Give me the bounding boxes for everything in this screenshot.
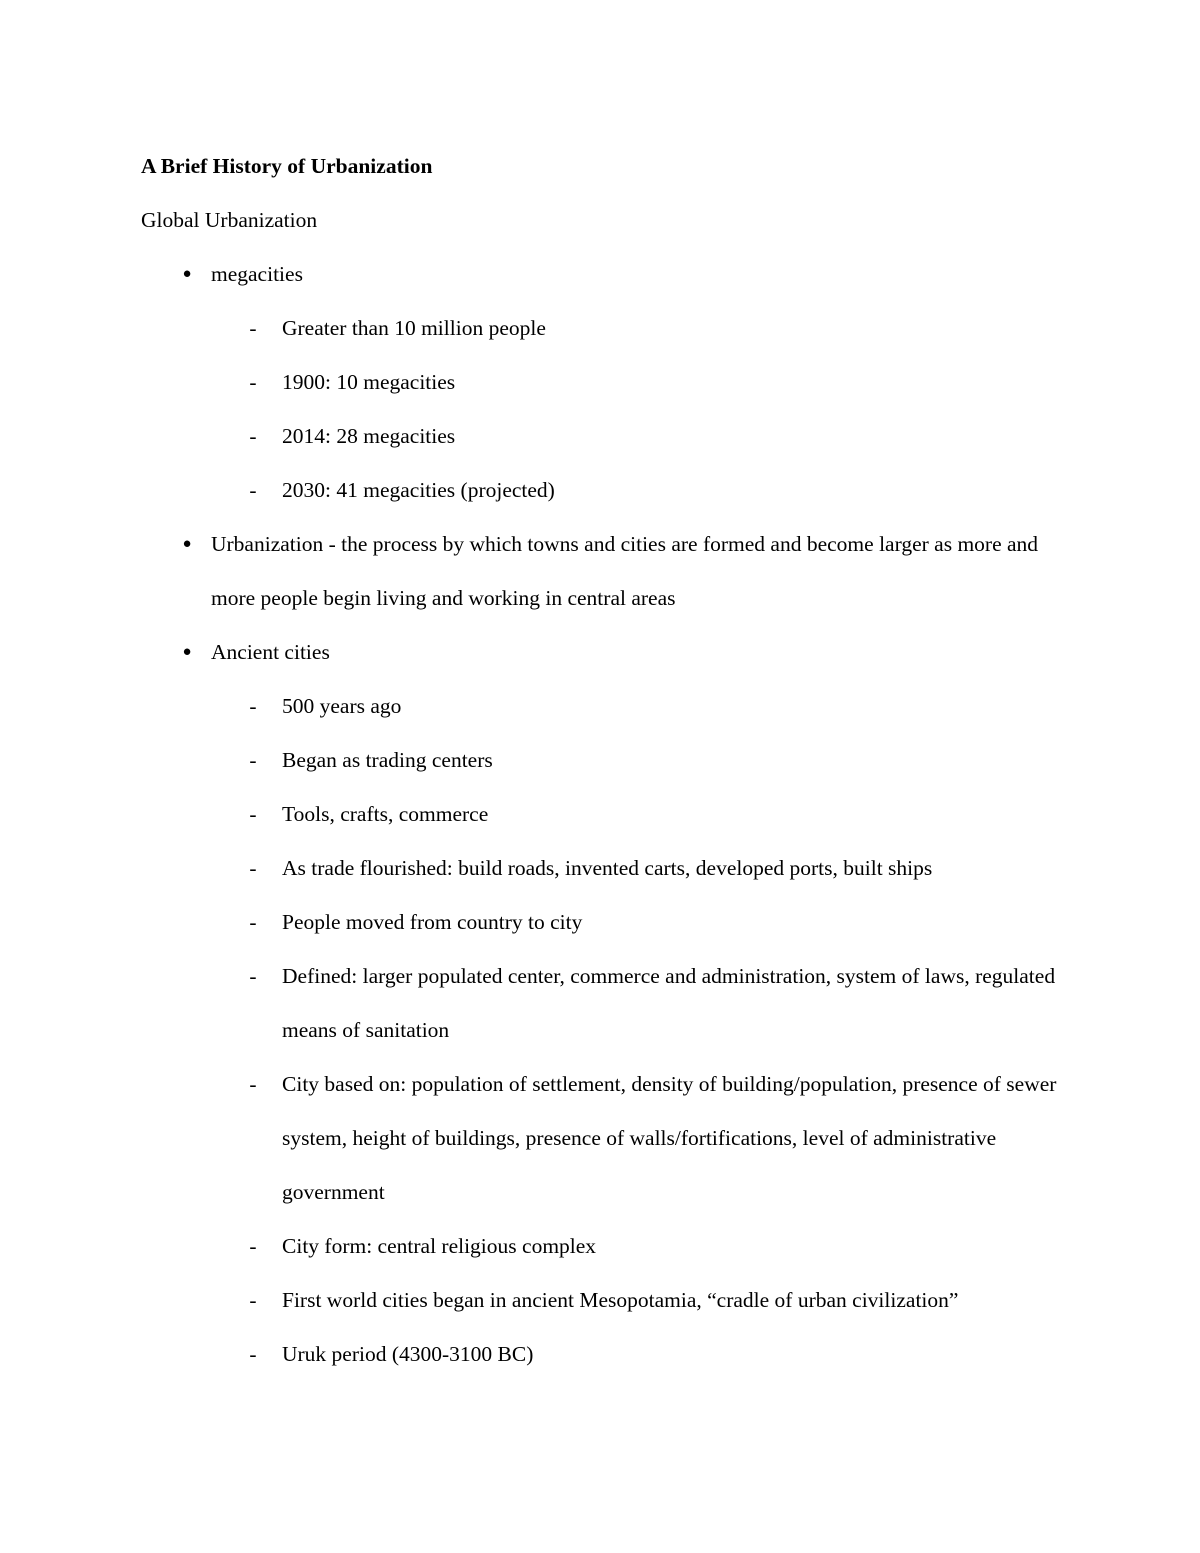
dash-icon: - bbox=[249, 424, 257, 448]
bullet-icon: ● bbox=[182, 266, 192, 282]
dash-icon: - bbox=[249, 856, 257, 880]
dash-list bbox=[211, 679, 1061, 1381]
dash-icon: - bbox=[249, 370, 257, 394]
document-content bbox=[141, 139, 1061, 1381]
dash-icon: - bbox=[249, 1234, 257, 1258]
dash-icon: - bbox=[249, 316, 257, 340]
dash-text: City based on: population of settlement, density of building/population, presence of sewer system, height of buildings, presence of walls/fortifications, level of administrative government bbox=[282, 1072, 1057, 1204]
dash-item bbox=[211, 841, 1061, 895]
dash-icon: - bbox=[249, 910, 257, 934]
bullet-text: Ancient cities bbox=[211, 640, 330, 664]
dash-item bbox=[211, 949, 1061, 1057]
bullet-icon: ● bbox=[182, 536, 192, 552]
dash-text: Tools, crafts, commerce bbox=[282, 802, 489, 826]
dash-text: Defined: larger populated center, commerce and administration, system of laws, regulated means of sanitation bbox=[282, 964, 1056, 1042]
dash-text: 2014: 28 megacities bbox=[282, 424, 456, 448]
dash-text: Began as trading centers bbox=[282, 748, 493, 772]
bullet-item-ancient-cities bbox=[141, 625, 1061, 1381]
bullet-item-urbanization bbox=[141, 517, 1061, 625]
dash-item bbox=[211, 409, 1061, 463]
dash-item bbox=[211, 301, 1061, 355]
dash-icon: - bbox=[249, 1342, 257, 1366]
dash-item bbox=[211, 679, 1061, 733]
document-title: A Brief History of Urbanization bbox=[141, 154, 433, 178]
dash-icon: - bbox=[249, 964, 257, 988]
dash-item bbox=[211, 733, 1061, 787]
dash-item bbox=[211, 1057, 1061, 1219]
bullet-list bbox=[141, 247, 1061, 1381]
dash-item bbox=[211, 787, 1061, 841]
dash-item bbox=[211, 1219, 1061, 1273]
dash-text: Greater than 10 million people bbox=[282, 316, 546, 340]
dash-item bbox=[211, 463, 1061, 517]
dash-text: City form: central religious complex bbox=[282, 1234, 597, 1258]
dash-text: People moved from country to city bbox=[282, 910, 583, 934]
dash-text: As trade flourished: build roads, invented carts, developed ports, built ships bbox=[282, 856, 933, 880]
dash-text: Uruk period (4300-3100 BC) bbox=[282, 1342, 534, 1366]
dash-icon: - bbox=[249, 748, 257, 772]
bullet-text: Urbanization - the process by which towns and cities are formed and become larger as more and more people begin living and working in central areas bbox=[211, 532, 1039, 610]
dash-icon: - bbox=[249, 478, 257, 502]
dash-item bbox=[211, 1273, 1061, 1327]
bullet-item-megacities bbox=[141, 247, 1061, 517]
dash-text: 500 years ago bbox=[282, 694, 402, 718]
bullet-text: megacities bbox=[211, 262, 303, 286]
dash-icon: - bbox=[249, 1288, 257, 1312]
dash-item bbox=[211, 895, 1061, 949]
dash-icon: - bbox=[249, 802, 257, 826]
section-heading: Global Urbanization bbox=[141, 208, 318, 232]
dash-item bbox=[211, 1327, 1061, 1381]
dash-icon: - bbox=[249, 1072, 257, 1096]
dash-text: 2030: 41 megacities (projected) bbox=[282, 478, 555, 502]
bullet-icon: ● bbox=[182, 644, 192, 660]
dash-text: First world cities began in ancient Mesopotamia, “cradle of urban civilization” bbox=[282, 1288, 959, 1312]
dash-text: 1900: 10 megacities bbox=[282, 370, 456, 394]
dash-list bbox=[211, 301, 1061, 517]
dash-icon: - bbox=[249, 694, 257, 718]
dash-item bbox=[211, 355, 1061, 409]
